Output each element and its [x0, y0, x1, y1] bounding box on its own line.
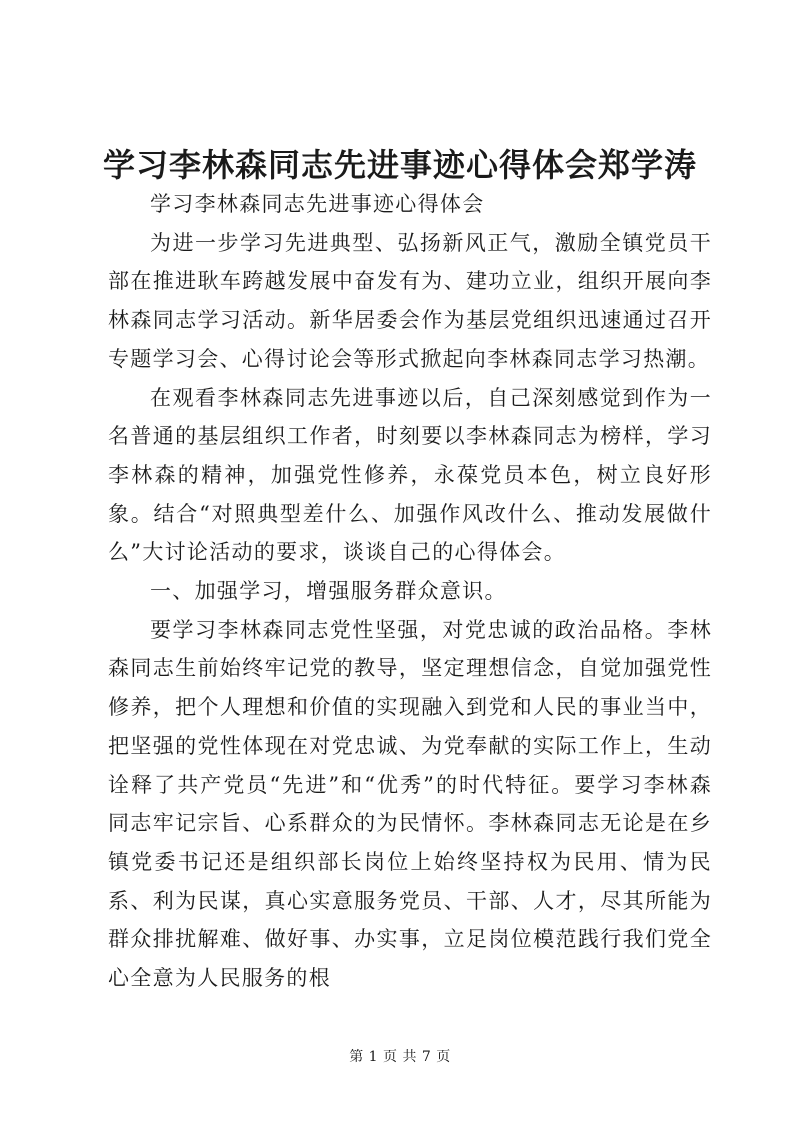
document-body [108, 185, 712, 998]
body-paragraph: 在观看李林森同志先进事迹以后，自己深刻感觉到作为一名普通的基层组织工作者，时刻要以李林森同志为榜样，学习李林森的精神，加强党性修养，永葆党员本色，树立良好形象。结合“对照典型差什么、加强作风改什么、推动发展做什么”大讨论活动的要求，谈谈自己的心得体会。 [108, 385, 712, 565]
page-footer: 第 1 页 共 7 页 [349, 1049, 451, 1065]
section-heading: 一、加强学习，增强服务群众意识。 [150, 579, 507, 604]
page-title: 学习李林森同志先进事迹心得体会郑学涛 [102, 146, 697, 184]
subtitle-paragraph: 学习李林森同志先进事迹心得体会 [150, 192, 485, 216]
body-paragraph: 为进一步学习先进典型、弘扬新风正气，激励全镇党员干部在推进耿车跨越发展中奋发有为、建功立业，组织开展向李林森同志学习活动。新华居委会作为基层党组织迅速通过召开专题学习会、心得讨论会等形式掀起向李林森同志学习热潮。 [108, 230, 712, 371]
body-paragraph: 要学习李林森同志党性坚强，对党忠诚的政治品格。李林森同志生前始终牢记党的教导，坚定理想信念，自觉加强党性修养，把个人理想和价值的实现融入到党和人民的事业当中，把坚强的党性体现在对党忠诚、为党奉献的实际工作上，生动诠释了共产党员“先进”和“优秀”的时代特征。要学习李林森同志牢记宗旨、心系群众的为民情怀。李林森同志无论是在乡镇党委书记还是组织部长岗位上始终坚持权为民用、情为民系、利为民谋，真心实意服务党员、干部、人才，尽其所能为群众排扰解难、做好事、办实事，立足岗位模范践行我们党全心全意为人民服务的根 [108, 617, 712, 991]
